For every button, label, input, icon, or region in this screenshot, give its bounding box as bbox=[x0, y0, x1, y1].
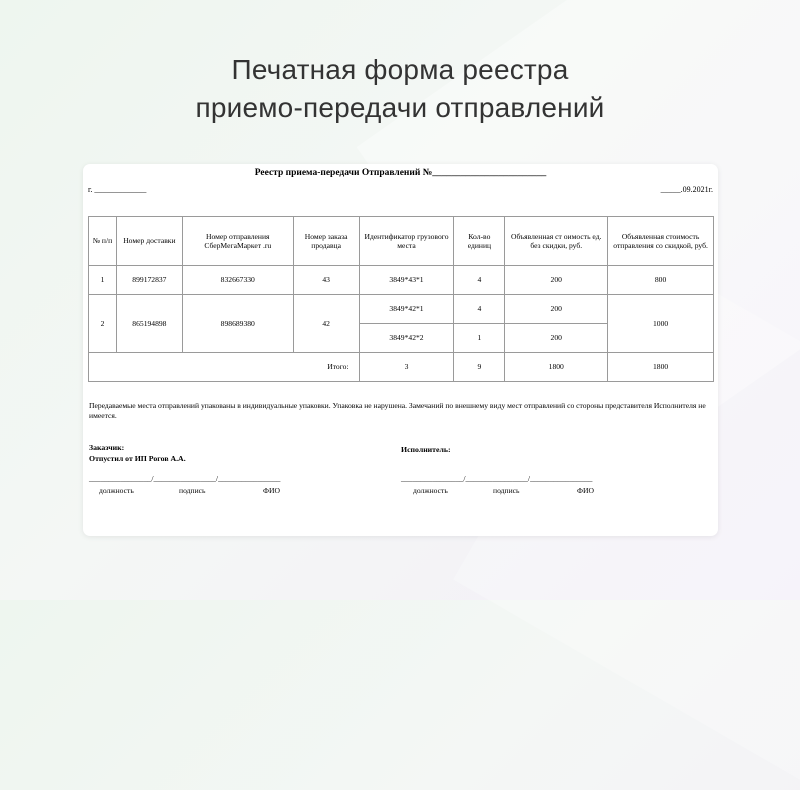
table-cell: 1800 bbox=[505, 353, 608, 382]
table-cell: 4 bbox=[454, 295, 505, 324]
signature-label: подпись bbox=[179, 486, 206, 495]
fio-label: ФИО bbox=[263, 486, 280, 495]
table-cell: 832667330 bbox=[182, 266, 293, 295]
customer-label: Заказчик: bbox=[89, 443, 125, 452]
table-cell: 2 bbox=[89, 295, 117, 353]
column-header: Номер заказа продавца bbox=[293, 217, 359, 266]
registry-table bbox=[88, 216, 714, 382]
table-cell: 1000 bbox=[608, 295, 714, 353]
table-cell: 42 bbox=[293, 295, 359, 353]
executor-label: Исполнитель: bbox=[401, 445, 451, 454]
table-cell: 1 bbox=[454, 324, 505, 353]
executor-signature-line: ________________/________________/________________ bbox=[401, 474, 593, 483]
column-header: № п/п bbox=[89, 217, 117, 266]
table-cell: 4 bbox=[454, 266, 505, 295]
table-cell: 200 bbox=[505, 324, 608, 353]
table-cell: 200 bbox=[505, 295, 608, 324]
document-title: Реестр приема-передачи Отправлений №________________________ bbox=[254, 168, 547, 178]
headline-line-1: Печатная форма реестра bbox=[231, 54, 569, 85]
column-header: Объявленная ст оимость ед. без скидки, руб. bbox=[505, 217, 608, 266]
position-label: должность bbox=[413, 486, 448, 495]
table-cell: 1800 bbox=[608, 353, 714, 382]
position-label: должность bbox=[99, 486, 134, 495]
table-cell: 3849*43*1 bbox=[359, 266, 454, 295]
executor-signature-labels bbox=[413, 486, 594, 495]
signature-label: подпись bbox=[493, 486, 520, 495]
city-field: г. _____________ bbox=[88, 185, 147, 194]
table-cell: 865194898 bbox=[116, 295, 182, 353]
table-row bbox=[89, 266, 714, 295]
column-header: Идентификатор грузового места bbox=[359, 217, 454, 266]
table-cell: 3849*42*1 bbox=[359, 295, 454, 324]
totals-label: Итого: bbox=[89, 353, 360, 382]
table-cell: 899172837 bbox=[116, 266, 182, 295]
fio-label: ФИО bbox=[577, 486, 594, 495]
customer-signature-line: ________________/________________/________________ bbox=[89, 474, 281, 483]
acceptance-note: Передаваемые места отправлений упакованы в индивидуальные упаковки. Упаковка не нарушена. Замечаний по внешнему виду мест отправлений со стороны представителя Исполнителя не имеется. bbox=[89, 401, 706, 421]
column-header: Кол-во единиц bbox=[454, 217, 505, 266]
table-header-row bbox=[89, 217, 714, 266]
table-cell: 200 bbox=[505, 266, 608, 295]
customer-signature-labels bbox=[99, 486, 280, 495]
table-row bbox=[89, 295, 714, 324]
table-cell: 9 bbox=[454, 353, 505, 382]
customer-block bbox=[89, 442, 186, 465]
table-cell: 1 bbox=[89, 266, 117, 295]
column-header: Номер отправления СберМегаМаркет .ru bbox=[182, 217, 293, 266]
table-cell: 800 bbox=[608, 266, 714, 295]
date-field: _____.09.2021г. bbox=[660, 185, 713, 194]
totals-row bbox=[89, 353, 714, 382]
table-cell: 3 bbox=[359, 353, 454, 382]
column-header: Объявленная стоимость отправления со скидкой, руб. bbox=[608, 217, 714, 266]
table-cell: 43 bbox=[293, 266, 359, 295]
table-cell: 898689380 bbox=[182, 295, 293, 353]
customer-name: Отпустил от ИП Рогов А.А. bbox=[89, 454, 186, 464]
document-card bbox=[83, 164, 718, 536]
headline-line-2: приемо-передачи отправлений bbox=[195, 92, 605, 123]
table-cell: 3849*42*2 bbox=[359, 324, 454, 353]
column-header: Номер доставки bbox=[116, 217, 182, 266]
